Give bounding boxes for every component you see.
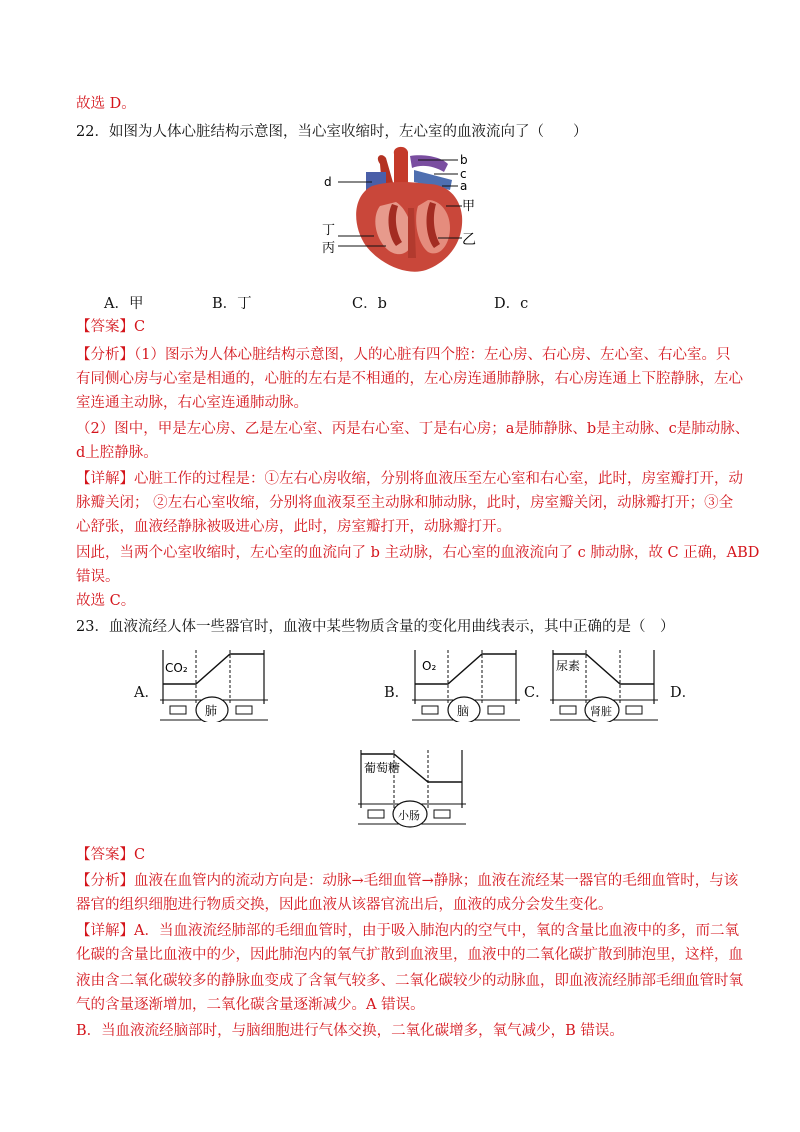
q23-detail-3: 液由含二氧化碳较多的静脉血变成了含氧气较多、二氧化碳较少的动脉血，即血液流经肺部毛细血管时氧 (76, 973, 743, 989)
heart-figure (322, 146, 492, 278)
label-c: c (460, 167, 467, 181)
q23-detail-1: 【详解】A．当血液流经肺部的毛细血管时，由于吸入肺泡内的空气中，氧的含量比血液中的多，而二氧 (76, 923, 739, 939)
q22-question: 22．如图为人体心脏结构示意图，当心室收缩时，左心室的血液流向了（ ） (76, 124, 588, 140)
heart-diagram (322, 146, 492, 278)
q23-option-d: D． (670, 685, 697, 701)
q22-option-b: B．丁 (212, 296, 252, 312)
q22-analysis-2: 有同侧心房与心室是相通的，心脏的左右是不相通的，左心房连通肺静脉，右心房连通上下腔静脉，左心 (76, 371, 743, 387)
q23-b-line: B．当血液流经脑部时，与脑细胞进行气体交换，二氧化碳增多，氧气减少，B 错误。 (76, 1023, 624, 1039)
q22-analysis-5: d上腔静脉。 (76, 445, 158, 461)
graph-c (550, 644, 658, 722)
graph-d (358, 744, 466, 828)
q23-detail-2: 化碳的含量比血液中的少，因此肺泡内的氧气扩散到血液里，血液中的二氧化碳扩散到肺泡里，这样，血 (76, 947, 743, 963)
q23-option-a: A． (134, 685, 159, 701)
label-jia: 甲 (462, 199, 476, 214)
q23-question: 23．血液流经人体一些器官时，血液中某些物质含量的变化用曲线表示，其中正确的是（ ） (76, 619, 675, 635)
q22-answer: 【答案】C (76, 319, 146, 335)
graph-b-substance: O₂ (422, 659, 437, 673)
label-bing: 丙 (322, 241, 336, 256)
q22-analysis-4: （2）图中，甲是左心房、乙是左心室、丙是右心室、丁是右心房；a是肺静脉、b是主动脉、c是肺动脉、 (76, 421, 750, 437)
graph-b-organ: 脑 (457, 704, 470, 718)
q22-analysis-3: 室连通主动脉，右心室连通肺动脉。 (76, 395, 308, 411)
q23-detail-4: 气的含量逐渐增加，二氧化碳含量逐渐减少。A 错误。 (76, 997, 425, 1013)
label-yi: 乙 (462, 232, 476, 248)
graph-d-organ: 小肠 (398, 809, 420, 822)
prev-conclusion: 故选 D。 (76, 96, 136, 112)
q22-analysis-1: 【分析】（1）图示为人体心脏结构示意图，人的心脏有四个腔：左心房、右心房、左心室、右心室。只 (76, 347, 731, 363)
graph-a-substance: CO₂ (165, 661, 188, 675)
q23-answer: 【答案】C (76, 847, 146, 863)
q23-option-b: B． (384, 685, 410, 701)
label-d: d (324, 175, 332, 189)
q22-detail-5: 错误。 (76, 569, 120, 585)
q23-option-c: C． (524, 685, 550, 701)
q22-detail-2: 脉瓣关闭； ②左右心室收缩，分别将血液泵至主动脉和肺动脉，此时，房室瓣关闭，动脉瓣打开；③全 (76, 495, 734, 511)
graph-c-substance: 尿素 (556, 659, 581, 673)
q23-analysis-1: 【分析】血液在血管内的流动方向是：动脉→毛细血管→静脉；血液在流经某一器官的毛细血管时，与该 (76, 873, 739, 889)
q22-option-c: C．b (352, 296, 387, 312)
q22-option-a: A．甲 (104, 296, 144, 312)
label-a: a (460, 179, 468, 193)
q22-option-d: D．c (494, 296, 529, 312)
graph-a-organ: 肺 (205, 704, 218, 718)
label-ding: 丁 (322, 223, 336, 238)
q22-detail-1: 【详解】心脏工作的过程是：①左右心房收缩，分别将血液压至左心室和右心室，此时，房室瓣打开，动 (76, 471, 743, 487)
label-b: b (460, 153, 468, 167)
q23-analysis-2: 器官的组织细胞进行物质交换，因此血液从该器官流出后，血液的成分会发生变化。 (76, 897, 613, 913)
graph-a (160, 644, 268, 722)
graph-d-substance: 葡萄糖 (364, 761, 401, 775)
graph-c-organ: 肾脏 (590, 705, 612, 718)
q22-detail-4: 因此，当两个心室收缩时，左心室的血流向了 b 主动脉，右心室的血液流向了 c 肺动脉，故 C 正确，ABD (76, 545, 760, 561)
graph-b (412, 644, 520, 722)
q22-detail-3: 心舒张，血液经静脉被吸进心房，此时，房室瓣打开，动脉瓣打开。 (76, 519, 511, 535)
q22-conclusion: 故选 C。 (76, 593, 136, 609)
